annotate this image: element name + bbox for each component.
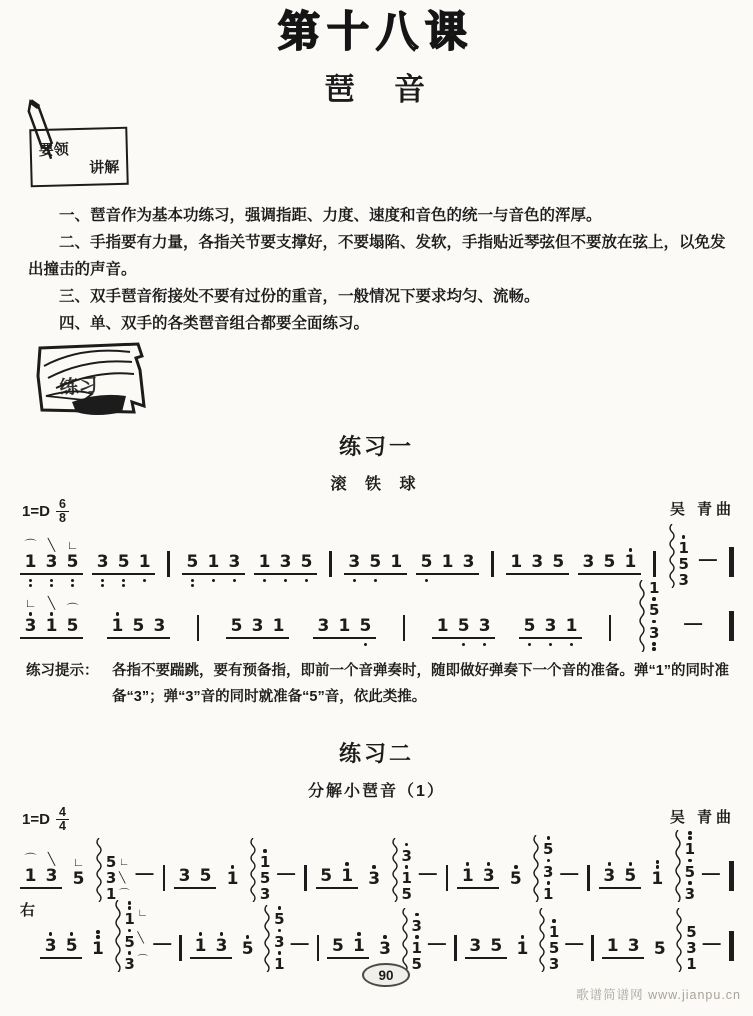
arpeggio-chord — [401, 908, 423, 972]
octave-dot — [570, 643, 574, 647]
note-number: 1 — [352, 936, 365, 956]
note-number: 5 — [490, 936, 503, 956]
finger-symbol-icon: ╲ — [137, 931, 144, 944]
octave-dot — [96, 935, 100, 939]
note — [561, 617, 582, 636]
key-signature: 1=D 6 8 — [22, 498, 69, 525]
chord-note: 1 — [401, 864, 413, 887]
practice-tip-label: 练习提示： — [26, 663, 99, 679]
note-number: 3 — [228, 552, 241, 572]
key-signature: 1=D 4 4 — [22, 806, 69, 833]
dash-note: — — [135, 863, 154, 883]
octave-dot — [372, 865, 376, 869]
chord-note: 5 — [678, 555, 689, 573]
chord-note: 5 — [259, 869, 271, 887]
hand-label: 右 — [20, 902, 36, 919]
barline — [454, 935, 457, 961]
note-group — [237, 934, 258, 973]
octave-dot — [246, 935, 250, 939]
note-number: 5 — [66, 616, 79, 636]
chord-note: 1 — [678, 534, 690, 557]
octave-dot — [278, 929, 282, 933]
octave-dot — [116, 612, 120, 616]
note-number: 1 — [138, 552, 151, 572]
finger-symbol-icon: ∟ — [72, 855, 85, 869]
exercise2-heading: 练习二 — [338, 741, 414, 766]
note-number: 1 — [207, 552, 220, 572]
octave-dot — [547, 859, 551, 863]
octave-dot — [49, 932, 53, 936]
note-number: 1 — [565, 616, 578, 636]
barline — [591, 935, 594, 961]
chord-note: 3 — [678, 571, 689, 589]
chord-note: 5 ╲ — [124, 927, 149, 950]
note — [190, 931, 211, 957]
finger-symbol-icon: ∟ — [66, 538, 79, 552]
score-line-ex1-2 — [20, 562, 737, 652]
intro-item-1: 一、琶音作为基本功练习，强调指距、力度、速度和音色的统一与音色的浑厚。 — [59, 207, 602, 224]
note-number: 1 — [111, 616, 124, 636]
finger-symbol-icon: ⌒ — [66, 602, 79, 616]
octave-dot — [652, 642, 656, 646]
note — [62, 597, 83, 637]
note-group — [602, 937, 644, 972]
intro-text — [28, 202, 728, 337]
exercise2-piece-title: 分解小琶音（1） — [308, 783, 445, 800]
note-number: 1 — [441, 552, 454, 572]
practice-tip — [26, 658, 736, 710]
octave-dot — [652, 597, 656, 601]
dash-note: — — [560, 863, 579, 883]
note-group — [649, 940, 670, 972]
note-number: 1 — [91, 939, 104, 959]
note-number: 3 — [279, 552, 292, 572]
arpeggio-chord — [538, 908, 560, 972]
note — [313, 617, 334, 636]
note — [375, 934, 396, 960]
note-number: 1 — [461, 866, 474, 886]
dash-note: — — [427, 933, 446, 953]
note-number: 1 — [258, 552, 271, 572]
chord-note: 3 — [648, 625, 660, 653]
chord-note: 1 — [648, 580, 660, 603]
arpeggio-wavy-line-icon — [675, 908, 683, 972]
note — [41, 597, 62, 637]
note-number: 5 — [509, 869, 522, 889]
note — [40, 931, 61, 957]
octave-dot — [608, 862, 612, 866]
note-number: 5 — [457, 616, 470, 636]
note-number: 5 — [72, 869, 85, 889]
note — [602, 937, 623, 956]
final-barline — [729, 611, 734, 641]
note-number: 1 — [624, 552, 637, 572]
chord-note: 1 — [542, 880, 554, 903]
barline — [317, 935, 320, 961]
note-number: 3 — [178, 866, 191, 886]
exercise1-heading: 练习一 — [338, 434, 414, 459]
note-number: 5 — [300, 552, 313, 572]
note-group — [465, 937, 507, 972]
note-number: 5 — [320, 866, 333, 886]
svg-text:练习: 练习 — [58, 375, 99, 399]
note-number: 5 — [132, 616, 145, 636]
octave-dot — [652, 620, 656, 624]
finger-symbol-icon: ╲ — [47, 595, 56, 610]
score-line-ex2-2 — [20, 882, 737, 972]
octave-dot — [656, 860, 660, 864]
note-group — [327, 931, 369, 973]
finger-symbol-icon: ⌒ — [24, 538, 37, 552]
note — [540, 617, 561, 636]
note — [512, 934, 533, 960]
note-number: 1 — [516, 939, 529, 959]
finger-symbol-icon: ∟ — [137, 906, 148, 919]
note-number: 3 — [478, 616, 491, 636]
octave-dot — [682, 535, 686, 539]
note-number: 5 — [230, 616, 243, 636]
arpeggio-chord — [114, 900, 149, 973]
octave-dot — [364, 643, 368, 647]
chord-note: 3 ⌒ — [124, 950, 149, 973]
note-number: 5 — [420, 552, 433, 572]
note — [474, 617, 495, 636]
octave-dot — [278, 951, 282, 955]
finger-symbol-icon: ⌒ — [119, 887, 130, 900]
chord-note: 5 — [684, 857, 696, 880]
arpeggio-chord — [675, 908, 697, 972]
note-number: 3 — [531, 552, 544, 572]
octave-dot — [128, 901, 132, 905]
note-number: 1 — [194, 936, 207, 956]
octave-dot — [50, 612, 54, 616]
finger-symbol-icon: ∟ — [119, 855, 130, 868]
note-number: 5 — [66, 552, 79, 572]
octave-dot — [521, 935, 525, 939]
note — [237, 934, 258, 960]
octave-dot — [128, 929, 132, 933]
note-group — [519, 617, 582, 652]
dash-note: — — [277, 863, 296, 883]
note-number: 1 — [390, 552, 403, 572]
note-number: 3 — [368, 869, 381, 889]
finger-symbol-icon: ╲ — [47, 852, 56, 866]
chord-note: 5 ∟ — [105, 853, 130, 871]
arpeggio-wavy-line-icon — [401, 908, 409, 972]
chord-note: 1 — [684, 830, 696, 858]
note-number: 3 — [251, 616, 264, 636]
note-number: 1 — [24, 866, 37, 886]
page-title — [0, 0, 753, 62]
octave-dot — [231, 865, 235, 869]
dash-note: — — [698, 549, 717, 569]
note-number: 1 — [436, 616, 449, 636]
note-number: 3 — [215, 936, 228, 956]
arpeggio-chord — [638, 580, 660, 653]
octave-dot — [357, 932, 361, 936]
dash-note: — — [153, 933, 172, 953]
octave-dot — [552, 919, 556, 923]
note-number: 3 — [544, 616, 557, 636]
chord-note: 1 — [548, 918, 560, 941]
note-number: 1 — [651, 869, 664, 889]
note-number: 1 — [272, 616, 285, 636]
octave-dot — [483, 643, 487, 647]
octave-dot — [405, 843, 409, 847]
chord-note: 1 — [259, 848, 271, 871]
note-group — [313, 617, 376, 652]
octave-dot — [70, 932, 74, 936]
chord-note: 3 — [259, 885, 271, 903]
chord-note: 3 — [401, 841, 413, 864]
note — [107, 611, 128, 637]
note-number: 3 — [24, 616, 37, 636]
note — [623, 937, 644, 956]
note-group — [20, 597, 83, 653]
dash-note: — — [684, 613, 703, 633]
octave-dot — [487, 862, 491, 866]
dash-note: — — [418, 863, 437, 883]
octave-dot — [29, 612, 33, 616]
note — [61, 931, 82, 957]
note — [128, 611, 149, 637]
note-number: 5 — [603, 552, 616, 572]
note-number: 3 — [44, 936, 57, 956]
chord-note: 1 — [411, 934, 423, 957]
time-signature: 4 4 — [56, 806, 69, 833]
composer-credit: 吴 青曲 — [669, 501, 735, 518]
note-group — [40, 931, 82, 973]
note-number: 3 — [627, 936, 640, 956]
note-number: 3 — [582, 552, 595, 572]
chord-note: 5 — [686, 923, 697, 941]
site-watermark: 歌谱简谱网 www.jianpu.cn — [576, 988, 741, 1002]
octave-dot — [128, 906, 132, 910]
note — [432, 617, 453, 636]
barline — [197, 615, 200, 641]
finger-symbol-icon: ⌒ — [137, 954, 149, 967]
octave-dot — [652, 647, 656, 651]
octave-dot — [629, 862, 633, 866]
chord-note: 5 — [401, 885, 412, 903]
arpeggio-wavy-line-icon — [114, 900, 122, 973]
note — [87, 929, 108, 960]
note — [348, 931, 369, 957]
octave-dot — [220, 932, 224, 936]
dash-note: — — [290, 933, 309, 953]
octave-dot — [345, 862, 349, 866]
chord-note: 3 — [684, 880, 696, 903]
octave-dot — [263, 849, 267, 853]
octave-dot — [405, 865, 409, 869]
intro-item-2: 二、手指要有力量，各指关节要支撑好，不要塌陷、发软，手指贴近琴弦但不要放在弦上，以免发出撞击的声音。 — [28, 234, 726, 278]
octave-dot — [547, 836, 551, 840]
finger-symbol-icon: ╲ — [119, 871, 126, 884]
arpeggio-wavy-line-icon — [538, 908, 546, 972]
chord-note: 5 — [411, 955, 422, 973]
note — [149, 611, 170, 637]
barline — [609, 615, 612, 641]
octave-dot — [199, 932, 203, 936]
note-number: 5 — [331, 936, 344, 956]
time-signature: 6 8 — [56, 498, 69, 525]
note-number: 5 — [199, 866, 212, 886]
chord-note: 1 ⌒ — [105, 885, 130, 903]
note-number: 1 — [510, 552, 523, 572]
note — [486, 937, 507, 956]
octave-dot — [688, 859, 692, 863]
note — [649, 940, 670, 959]
octave-dot — [688, 831, 692, 835]
chord-note: 5 — [648, 602, 660, 625]
note-number: 1 — [226, 869, 239, 889]
chord-note: 3 — [411, 911, 423, 934]
note-number: 1 — [45, 616, 58, 636]
note-number: 1 — [24, 552, 37, 572]
note-number: 5 — [369, 552, 382, 572]
chord-note: 3 — [542, 857, 554, 880]
arpeggio-chord — [263, 905, 285, 973]
note-number: 5 — [359, 616, 372, 636]
final-barline — [729, 931, 734, 961]
octave-dot — [96, 930, 100, 934]
exercise1-piece-title: 滚 铁 球 — [330, 476, 423, 493]
dash-note: — — [565, 933, 584, 953]
note — [465, 937, 486, 956]
note — [211, 931, 232, 957]
keynote-box — [29, 127, 128, 188]
note-number: 5 — [624, 866, 637, 886]
note — [268, 617, 289, 636]
note-number: 1 — [341, 866, 354, 886]
note — [226, 617, 247, 636]
barline — [179, 935, 182, 961]
finger-symbol-icon: ∟ — [24, 595, 37, 610]
octave-dot — [415, 935, 419, 939]
note-group — [226, 617, 289, 652]
note-group — [107, 611, 170, 653]
chord-note: 3 — [273, 927, 285, 950]
barline — [403, 615, 406, 641]
note-number: 5 — [523, 616, 536, 636]
arpeggio-wavy-line-icon — [638, 580, 646, 653]
arpeggio-wavy-line-icon — [263, 905, 271, 973]
dash-note: — — [702, 933, 721, 953]
note-number: 3 — [379, 939, 391, 959]
octave-dot — [466, 862, 470, 866]
note-number: 1 — [606, 936, 619, 956]
octave-dot — [629, 548, 633, 552]
octave-dot — [462, 643, 466, 647]
note-number: 5 — [552, 552, 565, 572]
practice-tip-text: 各指不要踹跳，要有预备指，即前一个音弹奏时，随即做好弹奏下一个音的准备。弹“1”的同时准备“3”；弹“3”音的同时就准备“5”音，依此类推。 — [112, 663, 730, 705]
octave-dot — [549, 643, 553, 647]
note-number: 3 — [469, 936, 482, 956]
page-subtitle: 琶 音 — [324, 72, 429, 107]
octave-dot — [415, 913, 419, 917]
note-number: 3 — [348, 552, 361, 572]
note-number: 5 — [186, 552, 199, 572]
intro-item-3: 三、双手琶音衔接处不要有过份的重音，一般情况下要求均匀、流畅。 — [59, 288, 540, 305]
note-number: 5 — [65, 936, 78, 956]
note-group — [512, 934, 533, 973]
note-group — [87, 929, 108, 973]
note-number: 3 — [482, 866, 495, 886]
note-number: 3 — [96, 552, 109, 572]
note-number: 5 — [117, 552, 130, 572]
chord-note: 1 ∟ — [124, 900, 149, 928]
finger-symbol-icon: ╲ — [47, 538, 56, 552]
note — [355, 617, 376, 636]
chord-note: 5 — [548, 939, 560, 957]
note — [519, 617, 540, 636]
page-number-badge: 90 — [362, 963, 410, 987]
keynote-word-1: 要领 — [38, 141, 70, 160]
note-group — [432, 617, 495, 652]
chord-note: 1 — [686, 955, 697, 973]
octave-dot — [688, 836, 692, 840]
dash-note: — — [701, 863, 720, 883]
svg-text:第十八课: 第十八课 — [277, 8, 475, 55]
note-number: 3 — [45, 552, 58, 572]
octave-dot — [383, 935, 387, 939]
intro-item-4: 四、单、双手的各类琶音组合都要全面练习。 — [59, 315, 370, 332]
note-number: 3 — [603, 866, 616, 886]
chord-note: 1 — [273, 950, 285, 973]
chord-note: 3 ╲ — [105, 869, 126, 887]
octave-dot — [514, 865, 518, 869]
octave-dot — [278, 906, 282, 910]
note-group — [190, 931, 232, 973]
note-number: 5 — [241, 939, 254, 959]
note — [247, 617, 268, 636]
finger-symbol-icon: ⌒ — [24, 852, 37, 866]
note — [453, 617, 474, 636]
note-number: 5 — [653, 939, 666, 959]
note-number: 1 — [338, 616, 351, 636]
keynote-word-2: 讲解 — [89, 158, 120, 177]
octave-dot — [528, 643, 532, 647]
note — [20, 597, 41, 637]
note-number: 3 — [317, 616, 330, 636]
chord-note: 5 — [542, 835, 554, 858]
octave-dot — [656, 865, 660, 869]
note — [327, 931, 348, 957]
octave-dot — [128, 951, 132, 955]
composer-credit: 吴 青曲 — [669, 809, 735, 826]
note-number: 3 — [462, 552, 475, 572]
note — [334, 617, 355, 636]
note-number: 3 — [153, 616, 166, 636]
chord-note: 3 — [686, 939, 697, 957]
note-number: 3 — [45, 866, 58, 886]
chord-note: 5 — [273, 905, 285, 928]
practice-stamp — [26, 336, 154, 424]
chord-note: 3 — [548, 955, 560, 973]
